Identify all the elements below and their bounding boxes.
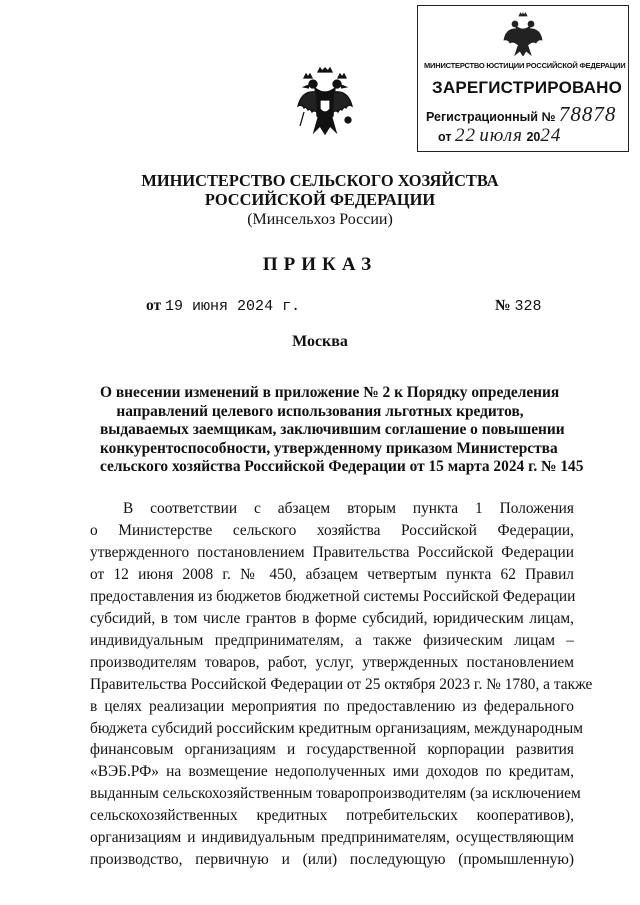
- stamp-registration-number: 78878: [558, 102, 617, 126]
- stamp-date-year-prefix: 20: [526, 130, 541, 144]
- stamp-registered-label: ЗАРЕГИСТРИРОВАНО: [432, 78, 623, 97]
- body-line: предоставления из бюджетов бюджетной системы Российской Федерации: [90, 587, 576, 605]
- subject-line: конкурентоспособности, утвержденному приказом Министерства: [100, 439, 558, 457]
- city: Москва: [292, 333, 348, 350]
- order-body: [90, 498, 593, 871]
- stamp-registration-label: Регистрационный №: [426, 110, 556, 124]
- stamp-ministry-name: МИНИСТЕРСТВО ЮСТИЦИИ РОССИЙСКОЙ ФЕДЕРАЦИИ: [424, 61, 626, 70]
- order-date-value: 19 июня 2024 г.: [165, 298, 301, 315]
- body-line: организациям и индивидуальным предпринимателям, осуществляющим: [90, 829, 574, 847]
- stamp-date-line: [438, 125, 561, 147]
- body-line: от 12 июня 2008 г. № 450, абзацем четвертым пункта 62 Правил: [90, 565, 574, 583]
- registration-stamp: [417, 5, 629, 152]
- body-line: выданным сельскохозяйственным товаропроизводителям (за исключением: [90, 785, 581, 803]
- body-line: В соответствии с абзацем вторым пункта 1 Положения: [123, 500, 574, 517]
- subject-line: направлений целевого использования льготных кредитов,: [116, 402, 524, 420]
- order-number: [495, 297, 541, 315]
- body-line: о Министерстве сельского хозяйства Российской Федерации,: [90, 521, 574, 539]
- ministry-name-line2: РОССИЙСКОЙ ФЕДЕРАЦИИ: [204, 190, 436, 209]
- body-line: сельскохозяйственных кредитных потребительских кооперативов),: [90, 807, 574, 825]
- stamp-registration-line: [426, 102, 616, 127]
- subject-line: сельского хозяйства Российской Федерации от 15 марта 2024 г. № 145: [100, 458, 584, 476]
- russian-coat-of-arms-icon: [296, 66, 354, 136]
- order-number-value: 328: [514, 298, 542, 315]
- subject-line: О внесении изменений в приложение № 2 к Порядку определения: [100, 384, 560, 401]
- body-line: утвержденного постановлением Правительства Российской Федерации: [90, 543, 574, 561]
- stamp-date-year-suffix: 24: [540, 125, 562, 146]
- order-date-prefix: от: [146, 297, 162, 314]
- subject-line: выдаваемых заемщикам, заключившим соглашение о повышении: [100, 421, 565, 439]
- body-line: «ВЭБ.РФ» на возмещение недополученных ими доходов по кредитам,: [90, 763, 574, 781]
- order-subject: [100, 384, 584, 477]
- body-line: субсидий, в том числе грантов в форме субсидий, юридическим лицам,: [90, 609, 574, 627]
- ministry-name-line1: МИНИСТЕРСТВО СЕЛЬСКОГО ХОЗЯЙСТВА: [141, 171, 499, 190]
- stamp-date-prefix: от: [438, 130, 452, 144]
- order-title: ПРИКАЗ: [262, 254, 378, 275]
- stamp-date-day: 22: [454, 125, 476, 146]
- body-line: индивидуальным предпринимателям, а также физическим лицам –: [90, 631, 574, 649]
- body-line: производство, первичную и (или) последующую (промышленную): [90, 851, 574, 869]
- russian-coat-of-arms-icon: [503, 12, 543, 56]
- body-line: финансовым организациям и государственной корпорации развития: [90, 741, 574, 759]
- order-number-prefix: №: [495, 297, 511, 314]
- ministry-short-name: (Минсельхоз России): [247, 211, 393, 228]
- body-line: производителям товаров, работ, услуг, утвержденных постановлением: [90, 653, 574, 671]
- body-line: Правительства Российской Федерации от 25 октября 2023 г. № 1780, а также: [90, 675, 593, 693]
- body-line: бюджета субсидий российским кредитным организациям, международным: [90, 719, 583, 737]
- stamp-date-month: июля: [479, 125, 523, 146]
- body-line: в целях реализации мероприятия по предоставлению из федерального: [90, 697, 574, 715]
- order-date: [146, 297, 300, 315]
